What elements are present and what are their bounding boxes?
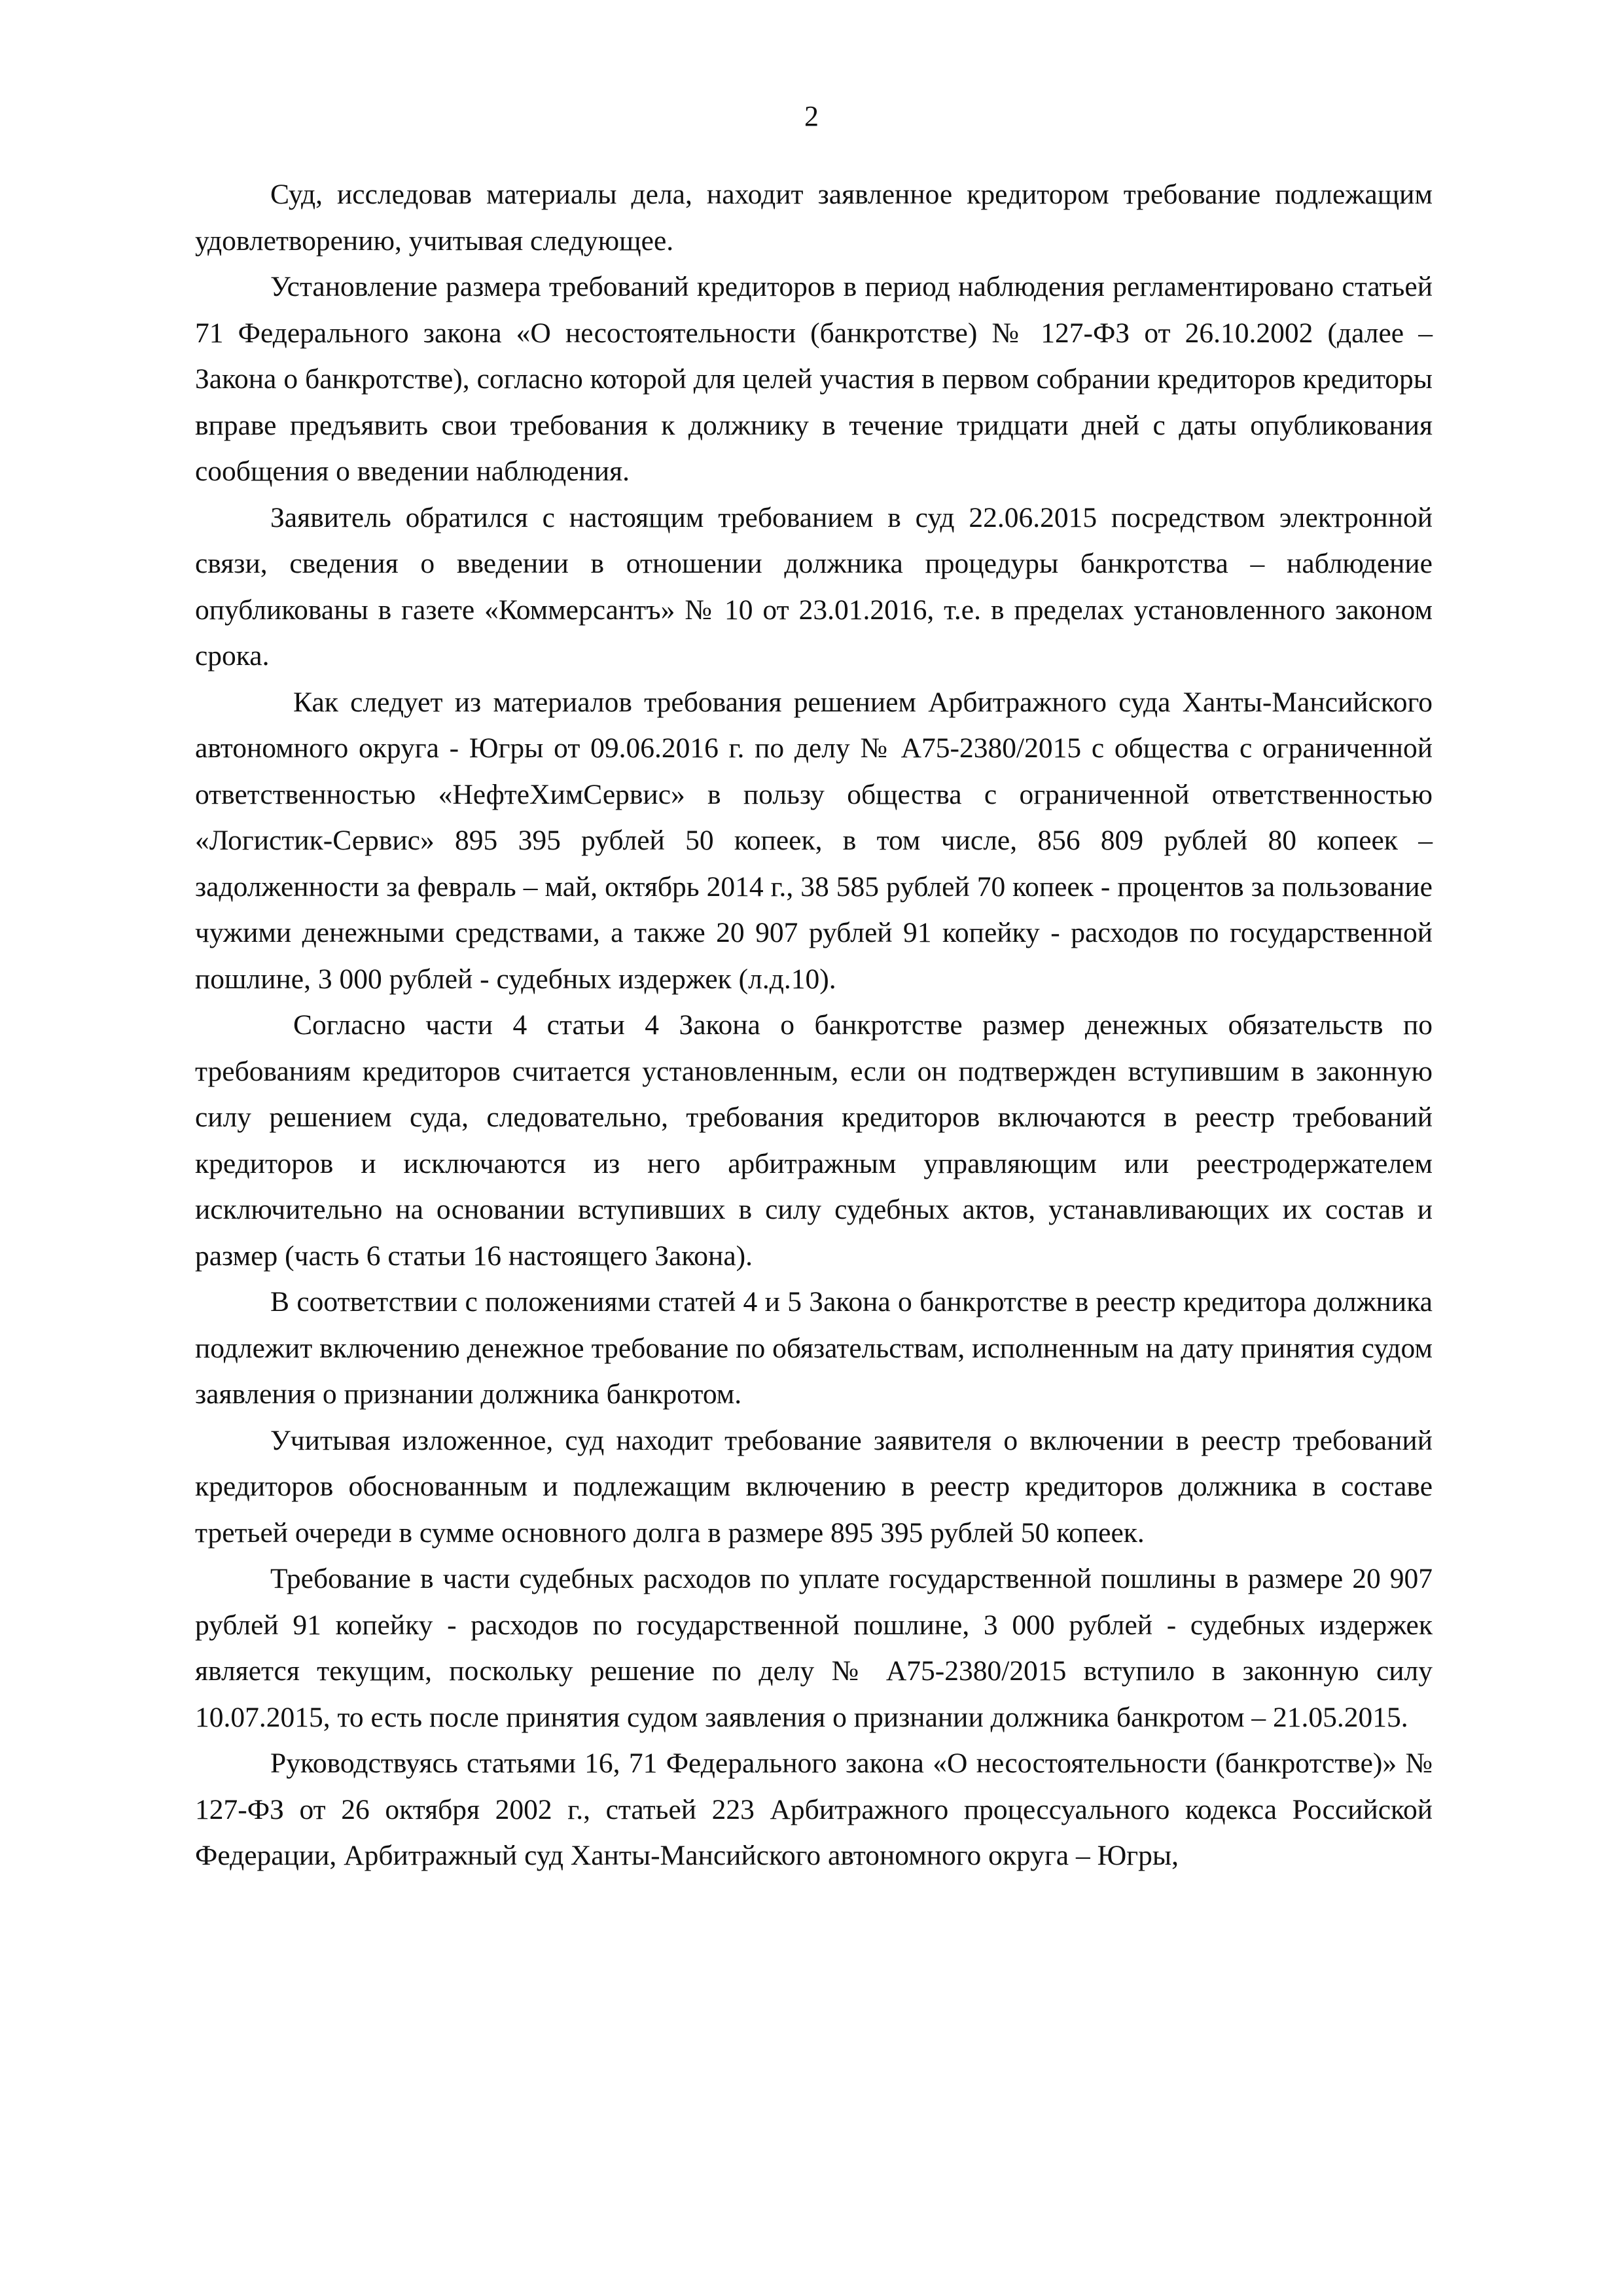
paragraph-7: Учитывая изложенное, суд находит требование заявителя о включении в реестр требований кредиторов обоснованным и подлежащим включению в реестр кредиторов должника в составе третьей очереди в сумме основного долга в размере 895 395 рублей 50 копеек. bbox=[195, 1424, 1433, 1549]
paragraph-6: В соответствии с положениями статей 4 и 5 Закона о банкротстве в реестр кредитора должника подлежит включению денежное требование по обязательствам, исполненным на дату принятия судом заявления о признании должника банкротом. bbox=[195, 1286, 1433, 1410]
paragraph-5: Согласно части 4 статьи 4 Закона о банкротстве размер денежных обязательств по требованиям кредиторов считается установленным, если он подтвержден вступившим в законную силу решением суда, следовательно, требования кредиторов включаются в реестр требований кредиторов и исключаются из него арбитражным управляющим или реестродержателем исключительно на основании вступивших в силу судебных актов, устанавливающих их состав и размер (часть 6 статьи 16 настоящего Закона). bbox=[195, 1009, 1433, 1272]
paragraph-8: Требование в части судебных расходов по уплате государственной пошлины в размере 20 907 рублей 91 копейку - расходов по государственной пошлине, 3 000 рублей - судебных издержек является текущим, поскольку решение по делу № А75-2380/2015 вступило в законную силу 10.07.2015, то есть после принятия судом заявления о признании должника банкротом – 21.05.2015. bbox=[195, 1563, 1433, 1733]
paragraph-4: Как следует из материалов требования решением Арбитражного суда Ханты-Мансийского автономного округа - Югры от 09.06.2016 г. по делу № А75-2380/2015 с общества с ограниченной ответственностью «НефтеХимСервис» в пользу общества с ограниченной ответственностью «Логистик-Сервис» 895 395 рублей 50 копеек, в том числе, 856 809 рублей 80 копеек – задолженности за февраль – май, октябрь 2014 г., 38 585 рублей 70 копеек - процентов за пользование чужими денежными средствами, а также 20 907 рублей 91 копейку - расходов по государственной пошлине, 3 000 рублей - судебных издержек (л.д.10). bbox=[195, 686, 1433, 995]
document-body bbox=[195, 171, 1433, 1879]
paragraph-3: Заявитель обратился с настоящим требованием в суд 22.06.2015 посредством электронной связи, сведения о введении в отношении должника процедуры банкротства – наблюдение опубликованы в газете «Коммерсантъ» № 10 от 23.01.2016, т.е. в пределах установленного законом срока. bbox=[195, 501, 1433, 672]
paragraph-1: Суд, исследовав материалы дела, находит заявленное кредитором требование подлежащим удовлетворению, учитывая следующее. bbox=[195, 179, 1433, 257]
paragraph-9: Руководствуясь статьями 16, 71 Федерального закона «О несостоятельности (банкротстве)» № 127-ФЗ от 26 октября 2002 г., статьей 223 Арбитражного процессуального кодекса Российской Федерации, Арбитражный суд Ханты-Мансийского автономного округа – Югры, bbox=[195, 1748, 1433, 1871]
page-number: 2 bbox=[804, 100, 819, 132]
paragraph-2: Установление размера требований кредиторов в период наблюдения регламентировано статьей 71 Федерального закона «О несостоятельности (банкротстве) № 127-ФЗ от 26.10.2002 (далее – Закона о банкротстве), согласно которой для целей участия в первом собрании кредиторов кредиторы вправе предъявить свои требования к должнику в течение тридцати дней с даты опубликования сообщения о введении наблюдения. bbox=[195, 271, 1433, 487]
